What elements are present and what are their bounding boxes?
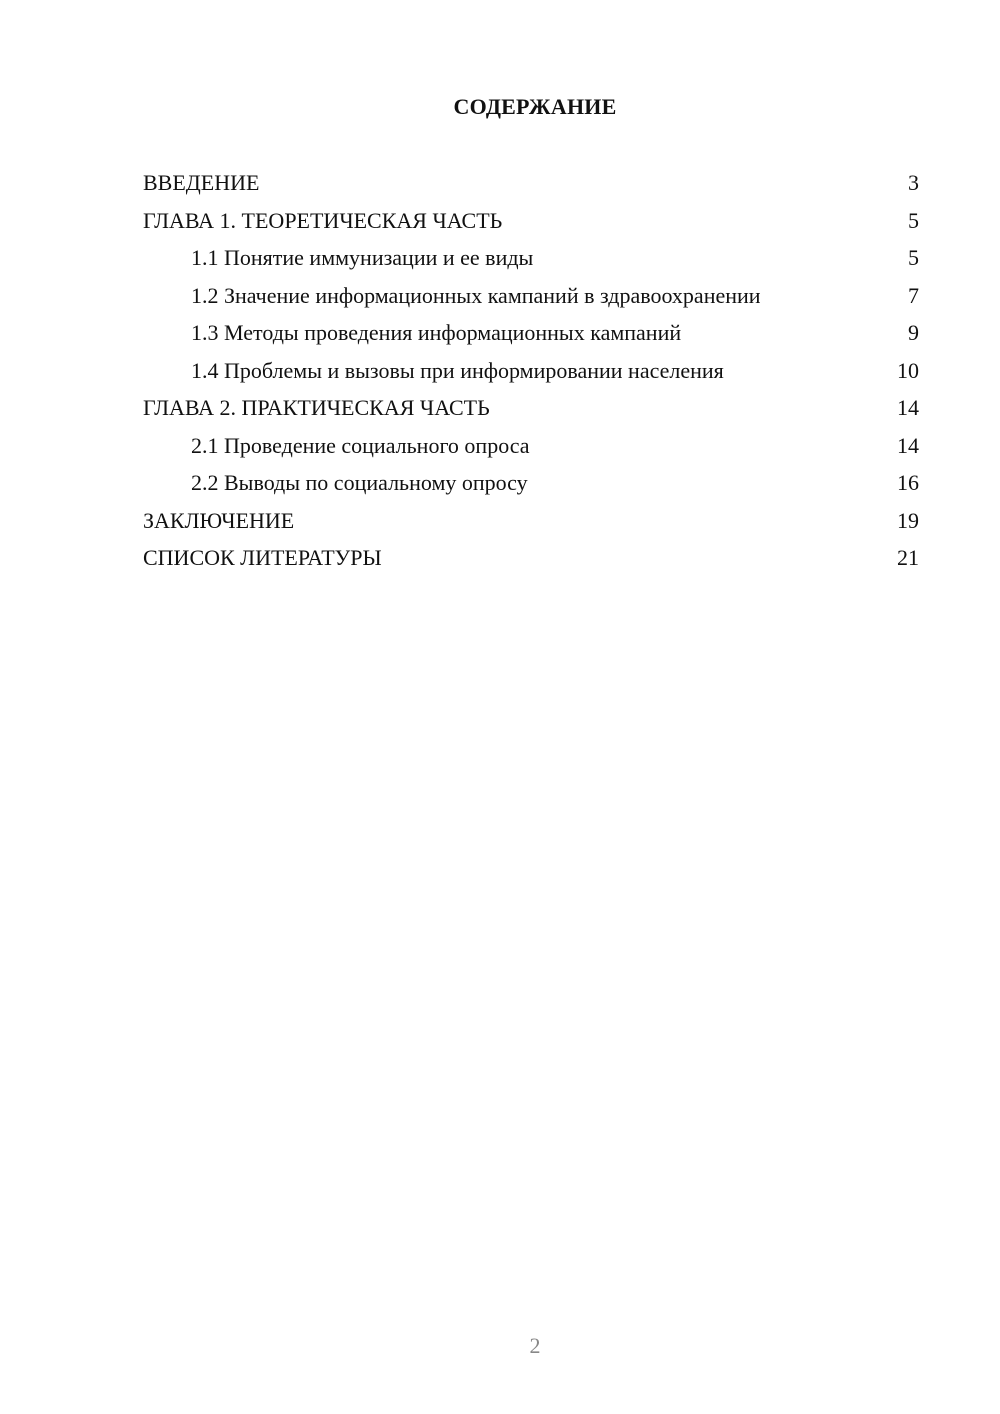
- toc-entry-title: 2.1 Проведение социального опроса: [191, 432, 530, 458]
- toc-entry-references[interactable]: [143, 545, 919, 571]
- toc-entry-title: 1.4 Проблемы и вызовы при информировании населения: [191, 357, 724, 383]
- toc-entry-section-1-1[interactable]: [143, 245, 919, 271]
- toc-entry-conclusion[interactable]: [143, 508, 919, 534]
- toc-entry-title: 2.2 Выводы по социальному опросу: [191, 470, 528, 495]
- toc-entry-page: 10: [897, 357, 919, 383]
- toc-entry-title: 1.2 Значение информационных кампаний в здравоохранении: [191, 282, 761, 308]
- toc-entry-title: ВВЕДЕНИЕ: [143, 170, 260, 195]
- toc-entry-section-1-4[interactable]: [143, 358, 919, 384]
- toc-entry-page: 7: [908, 282, 919, 308]
- toc-entry-page: 5: [908, 245, 919, 270]
- toc-entry-section-1-3[interactable]: [143, 320, 919, 346]
- toc-entry-page: 9: [908, 320, 919, 345]
- toc-entry-page: 5: [908, 207, 919, 233]
- toc-entry-title: 1.1 Понятие иммунизации и ее виды: [191, 245, 534, 270]
- toc-entry-chapter-2[interactable]: [143, 395, 919, 421]
- toc-entry-page: 21: [897, 545, 919, 570]
- toc-entry-page: 14: [897, 395, 919, 420]
- toc-entry-title: ГЛАВА 1. ТЕОРЕТИЧЕСКАЯ ЧАСТЬ: [143, 207, 503, 233]
- page-title: СОДЕРЖАНИЕ: [453, 94, 617, 119]
- toc-entry-title: 1.3 Методы проведения информационных кампаний: [191, 320, 682, 345]
- toc-entry-section-2-2[interactable]: [143, 470, 919, 496]
- toc-entry-page: 19: [897, 507, 919, 533]
- toc-entry-page: 14: [897, 432, 919, 458]
- toc-entry-section-1-2[interactable]: [143, 283, 919, 309]
- toc-entry-page: 16: [897, 470, 919, 495]
- toc-entry-page: 3: [908, 170, 919, 195]
- toc-entry-introduction[interactable]: [143, 170, 919, 196]
- toc-entry-section-2-1[interactable]: [143, 433, 919, 459]
- toc-entry-title: ЗАКЛЮЧЕНИЕ: [143, 507, 295, 533]
- table-of-contents: [143, 170, 919, 583]
- toc-entry-chapter-1[interactable]: [143, 208, 919, 234]
- toc-entry-title: ГЛАВА 2. ПРАКТИЧЕСКАЯ ЧАСТЬ: [143, 395, 490, 420]
- toc-entry-title: СПИСОК ЛИТЕРАТУРЫ: [143, 545, 382, 570]
- page-number: 2: [529, 1333, 541, 1358]
